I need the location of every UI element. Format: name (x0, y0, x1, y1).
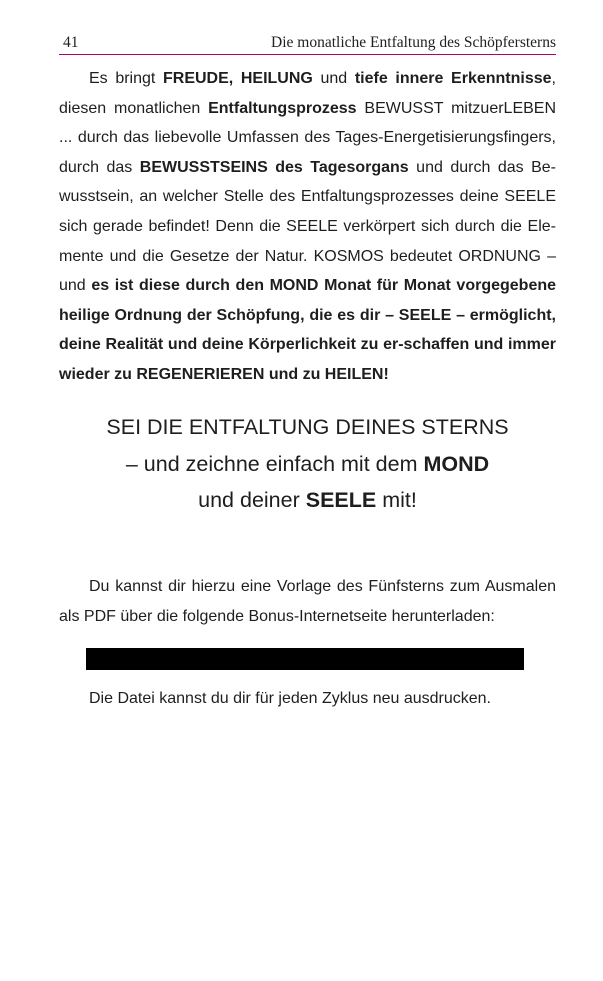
download-paragraph (59, 572, 556, 631)
bold-run: es ist diese durch den MOND Monat für Monat vorgegebene heilige Ordnung der Schöpfung, die es dir – SEELE – ermöglicht, deine Realität und deine Körperlichkeit zu er-schaffen und immer wieder zu REGENERIEREN und zu HEILEN! (59, 277, 557, 383)
bold-run: FREUDE, HEILUNG (162, 70, 313, 87)
bold-run: BEWUSSTSEINS des Tagesorgans (139, 158, 409, 176)
motto-line-3 (59, 482, 556, 519)
redacted-url-bar (86, 648, 524, 670)
text-run: und deiner (198, 488, 306, 512)
motto-line-2 (59, 446, 556, 483)
running-title: Die monatliche Entfaltung des Schöpfersterns (271, 34, 556, 51)
bold-run: Entfaltungsprozess (208, 99, 357, 117)
text-run: und durch das Bewusstsein, an welcher Stelle des Entfaltungsprozesses deine SEELE sich gerade befindet! Denn die SEELE verkörpert sich durch die Elemente und die Gesetze der Natur. KOSMOS bedeutet ORDNUNG – und (59, 158, 556, 295)
paragraph-2: Du kannst dir hierzu eine Vorlage des Fünfsterns zum Ausmalen als PDF über die folgende Bonus-Internetseite herunterladen: (59, 578, 556, 625)
page-number: 41 (63, 34, 79, 51)
text-run: mit! (376, 488, 417, 512)
bold-run: MOND (423, 451, 490, 476)
text-run: , diesen monatlichen (59, 70, 556, 117)
text-run: – und zeichne einfach mit dem (125, 451, 424, 476)
text-run: BEWUSST mitzuerLEBEN ... durch das liebevolle Umfassen des Tages-Energetisierungsfingers, durch das (59, 99, 557, 176)
bold-run: tiefe innere Erkenntnisse (354, 70, 552, 87)
text-run: Es bringt (89, 70, 163, 87)
bold-run: SEELE (305, 488, 377, 512)
paragraph-1 (59, 64, 556, 390)
running-header (59, 30, 556, 55)
text-run: und (312, 70, 355, 87)
print-note: Die Datei kannst du dir für jeden Zyklus neu ausdrucken. (89, 690, 491, 707)
motto-line-1: SEI DIE ENTFALTUNG DEINES STERNS (106, 415, 509, 439)
motto-block (59, 409, 556, 519)
main-paragraph (59, 64, 556, 390)
